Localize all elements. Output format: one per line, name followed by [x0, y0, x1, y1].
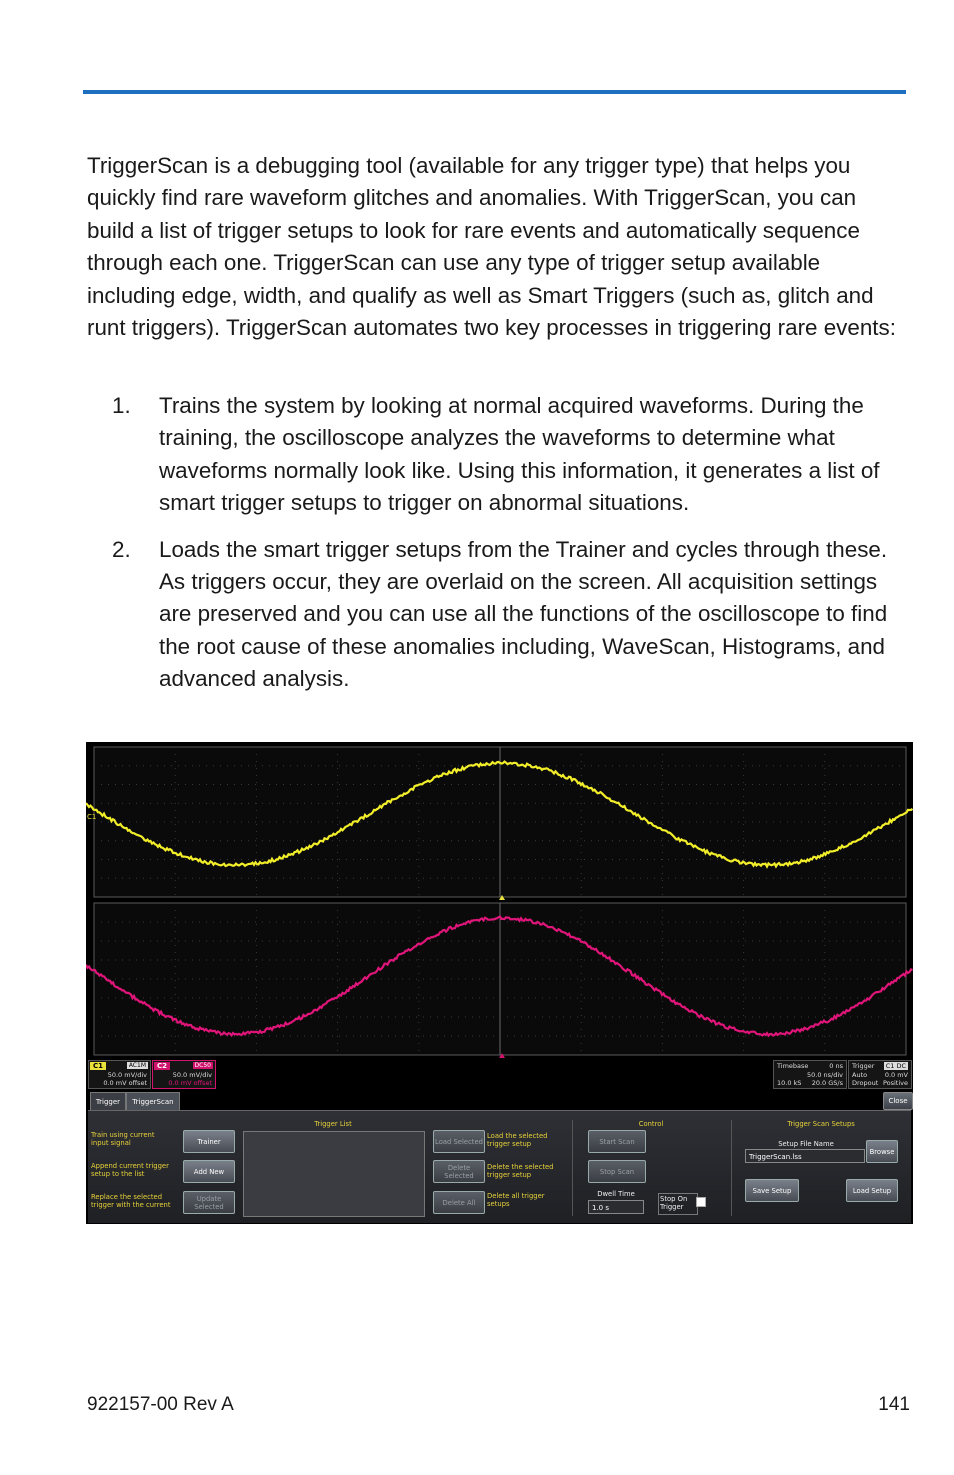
timebase-rate: 20.0 GS/s — [811, 1079, 843, 1087]
tab-trigger[interactable]: Trigger — [90, 1092, 126, 1111]
tab-triggerscan[interactable]: TriggerScan — [126, 1092, 180, 1111]
train-description: Train using current input signal — [91, 1131, 155, 1147]
setup-file-name-field[interactable]: TriggerScan.lss — [745, 1149, 865, 1163]
c1-descriptor[interactable] — [88, 1060, 151, 1089]
control-title: Control — [638, 1120, 664, 1128]
stop-scan-button[interactable]: Stop Scan — [588, 1160, 646, 1183]
start-scan-button[interactable]: Start Scan — [588, 1130, 646, 1153]
trigger-label: Trigger — [852, 1062, 875, 1070]
trigger-slope: Positive — [882, 1079, 908, 1087]
setups-title: Trigger Scan Setups — [787, 1120, 855, 1128]
c1-coupling: AC1M — [128, 1062, 146, 1069]
step-number: 1. — [112, 393, 131, 418]
scope-grid — [86, 742, 913, 1092]
timebase-samples: 10.0 kS — [777, 1079, 802, 1087]
stop-on-trigger-checkbox[interactable] — [696, 1197, 706, 1207]
list-item — [87, 390, 902, 520]
trigger-list-title: Trigger List — [314, 1120, 352, 1128]
step-text: Trains the system by looking at normal acquired waveforms. During the training, the oscilloscope analyzes the waveforms to determine what waveforms normally look like. Using this information, it generates a list of smart trigger setups to trigger on abnormal situations. — [159, 393, 880, 516]
update-selected-button[interactable]: Update Selected — [183, 1191, 235, 1214]
separator — [731, 1120, 732, 1216]
timebase-tdiv: 50.0 ns/div — [806, 1071, 843, 1079]
dwell-time-label: Dwell Time — [597, 1190, 635, 1198]
delete-all-description: Delete all trigger setups — [487, 1192, 545, 1208]
header-rule — [83, 90, 906, 94]
timebase-label: Timebase — [777, 1062, 809, 1070]
stop-on-trigger-label: Stop On Trigger — [658, 1193, 698, 1215]
c1-tag: C1 — [90, 1062, 106, 1070]
timebase-descriptor[interactable] — [773, 1060, 847, 1089]
intro-paragraph: TriggerScan is a debugging tool (available for any trigger type) that helps you quickly find rare waveform glitches and anomalies. With TriggerScan, you can build a list of trigger setups to look for rare events and automatically sequence through each one. TriggerScan can use any type of trigger setup available including edge, width, and qualify as well as Smart Triggers (such as, glitch and runt triggers). TriggerScan automates two key processes in triggering rare events: — [87, 153, 896, 341]
step-number: 2. — [112, 536, 131, 562]
c2-tag: C2 — [154, 1062, 170, 1070]
step-text: Loads the smart trigger setups from the Trainer and cycles through these. As triggers occur, they are overlaid on the screen. All acquisition settings are preserved and you can use all the functions of the oscilloscope to find the root cause of these anomalies including, WaveScan, Histograms, and advanced analysis. — [159, 536, 888, 692]
delete-selected-button[interactable]: Delete Selected — [433, 1160, 485, 1183]
replace-description: Replace the selected trigger with the current — [91, 1193, 171, 1209]
trigger-type: Dropout — [852, 1079, 879, 1087]
delete-all-button[interactable]: Delete All — [433, 1191, 485, 1214]
close-button[interactable]: Close — [883, 1092, 913, 1110]
trigger-descriptor[interactable] — [848, 1060, 912, 1089]
c1-offset: 0.0 mV offset — [103, 1079, 147, 1087]
oscilloscope-screenshot — [86, 742, 913, 1224]
setup-file-name-label: Setup File Name — [778, 1140, 834, 1148]
c2-offset: 0.0 mV offset — [168, 1079, 212, 1087]
trigger-source: C1 DC — [885, 1062, 906, 1070]
footer-page-number: 141 — [878, 1394, 910, 1415]
delete-description: Delete the selected trigger setup — [487, 1163, 554, 1179]
c2-coupling: DC50 — [194, 1062, 211, 1069]
trainer-button[interactable]: Trainer — [183, 1130, 235, 1153]
list-item — [87, 534, 902, 696]
dwell-time-field[interactable]: 1.0 s — [588, 1200, 644, 1214]
add-new-button[interactable]: Add New — [183, 1160, 235, 1183]
c1-vdiv: 50.0 mV/div — [107, 1071, 147, 1079]
separator — [572, 1120, 573, 1216]
trigger-list[interactable] — [243, 1131, 425, 1217]
trigger-mode: Auto — [852, 1071, 868, 1079]
save-setup-button[interactable]: Save Setup — [745, 1179, 799, 1202]
append-description: Append current trigger setup to the list — [91, 1162, 169, 1178]
c1-trace-marker: C1 — [87, 813, 97, 821]
c2-vdiv: 50.0 mV/div — [172, 1071, 212, 1079]
trigger-level: 0.0 mV — [884, 1071, 908, 1079]
browse-button[interactable]: Browse — [866, 1140, 898, 1163]
load-selected-button[interactable]: Load Selected — [433, 1130, 485, 1153]
steps-list — [87, 390, 902, 710]
load-setup-button[interactable]: Load Setup — [846, 1179, 898, 1202]
load-description: Load the selected trigger setup — [487, 1132, 548, 1148]
footer-doc-id: 922157-00 Rev A — [87, 1394, 234, 1415]
timebase-delay: 0 ns — [829, 1062, 843, 1070]
c2-descriptor[interactable] — [152, 1060, 216, 1089]
